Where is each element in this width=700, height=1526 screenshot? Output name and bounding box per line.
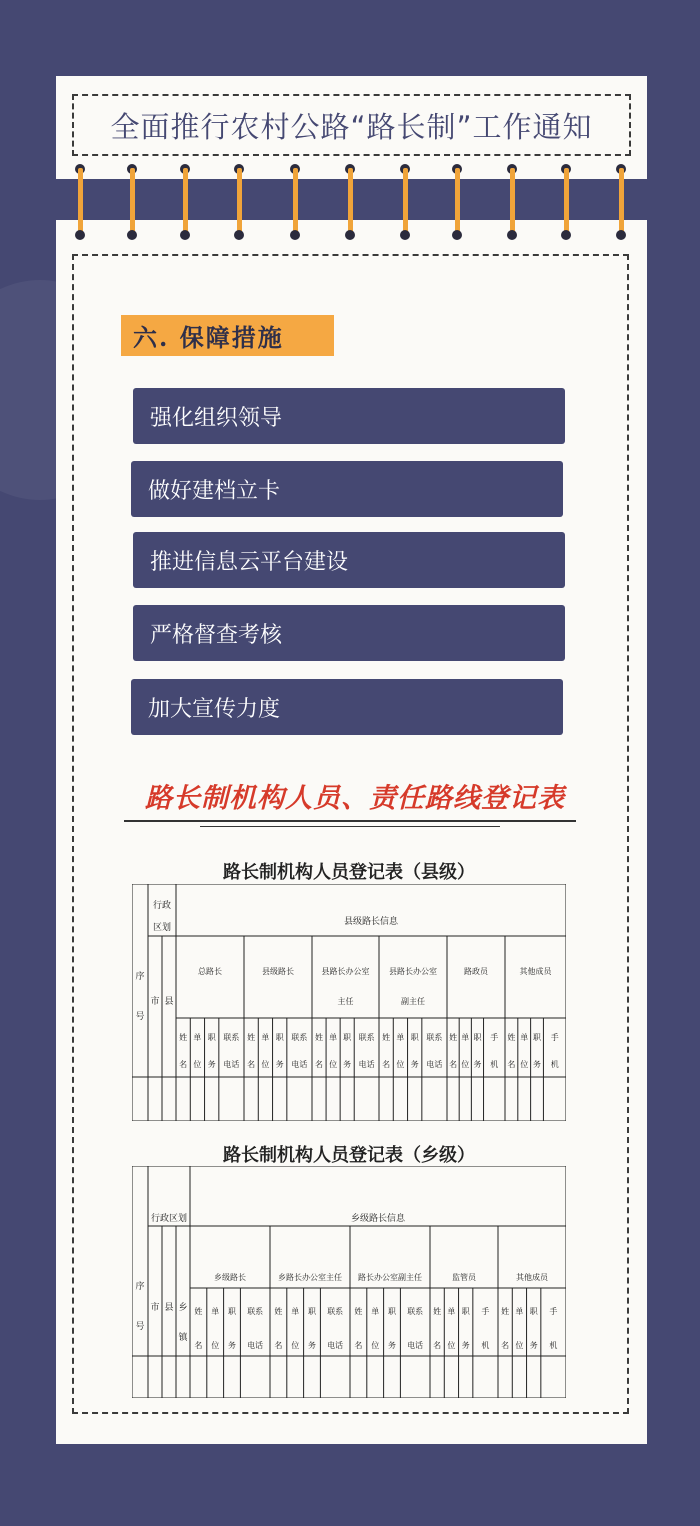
field-header: 务	[308, 1341, 316, 1350]
field-header: 姓	[501, 1307, 510, 1316]
measure-label: 加大宣传力度	[148, 696, 281, 722]
ring-binder	[75, 164, 85, 242]
group-header: 其他成员	[519, 967, 552, 976]
field-header: 联系	[426, 1033, 443, 1042]
field-header: 电话	[327, 1341, 344, 1350]
field-header: 联系	[223, 1033, 240, 1042]
township-registration-table	[132, 1166, 566, 1398]
field-header: 姓	[507, 1033, 516, 1042]
field-header: 姓	[247, 1033, 256, 1042]
title-dashed-frame	[72, 94, 631, 156]
field-header: 务	[275, 1060, 284, 1069]
field-header: 电话	[223, 1060, 240, 1069]
field-header: 务	[529, 1341, 538, 1350]
field-header: 单	[261, 1033, 270, 1042]
ring-binder	[507, 164, 517, 242]
field-header: 位	[396, 1060, 405, 1069]
field-header: 电话	[291, 1060, 308, 1069]
group-header-sub: 副主任	[401, 997, 425, 1006]
info-header: 乡级路长信息	[350, 1214, 406, 1224]
group-header: 路政员	[464, 967, 488, 976]
field-header: 单	[447, 1307, 456, 1316]
field-header: 位	[329, 1060, 338, 1069]
field-header: 职	[410, 1033, 419, 1042]
field-header: 职	[533, 1033, 542, 1042]
field-header: 位	[447, 1341, 456, 1350]
ring-binder	[180, 164, 190, 242]
field-header: 机	[549, 1341, 558, 1350]
admin-header: 行政区划	[150, 1214, 188, 1224]
group-header: 乡路长办公室主任	[278, 1273, 342, 1282]
county-registration-table	[132, 884, 566, 1121]
field-header: 务	[343, 1060, 352, 1069]
field-header: 电话	[426, 1060, 443, 1069]
field-header: 位	[371, 1341, 380, 1350]
field-header: 单	[461, 1033, 470, 1042]
field-header: 姓	[274, 1307, 283, 1316]
section-heading-text: 六. 保障措施	[133, 323, 284, 352]
field-header: 位	[520, 1060, 529, 1069]
field-header: 务	[461, 1341, 470, 1350]
field-header: 姓	[194, 1307, 203, 1316]
field-header: 联系	[407, 1307, 424, 1316]
field-header: 职	[228, 1307, 236, 1316]
field-header: 单	[211, 1307, 220, 1316]
measure-label: 推进信息云平台建设	[150, 549, 349, 575]
field-header: 单	[329, 1033, 338, 1042]
section-heading	[121, 315, 334, 356]
group-header: 总路长	[198, 967, 222, 976]
measure-label: 强化组织领导	[150, 405, 283, 431]
group-header-sub: 主任	[337, 997, 354, 1006]
ring-binder	[290, 164, 300, 242]
field-header: 联系	[358, 1033, 375, 1042]
field-header: 位	[515, 1341, 524, 1350]
field-header: 务	[473, 1060, 482, 1069]
field-header: 务	[228, 1341, 236, 1350]
field-header: 职	[529, 1307, 538, 1316]
ring-binder	[127, 164, 137, 242]
field-header: 电话	[247, 1341, 264, 1350]
group-header: 监管员	[452, 1273, 476, 1282]
group-header: 乡级路长	[214, 1273, 246, 1282]
admin-header: 区划	[152, 923, 172, 933]
field-header: 联系	[327, 1307, 344, 1316]
field-header: 姓	[433, 1307, 442, 1316]
field-header: 务	[388, 1341, 396, 1350]
admin-col: 市	[150, 1303, 160, 1313]
field-header: 电话	[407, 1341, 424, 1350]
field-header: 名	[274, 1341, 283, 1350]
field-header: 单	[371, 1307, 380, 1316]
field-header: 姓	[382, 1033, 391, 1042]
admin-col: 镇	[178, 1333, 188, 1343]
field-header: 位	[291, 1341, 300, 1350]
field-header: 职	[275, 1033, 284, 1042]
info-header: 县级路长信息	[343, 917, 399, 927]
ring-binder	[452, 164, 462, 242]
field-header: 名	[354, 1341, 363, 1350]
ring-binder	[616, 164, 626, 242]
group-header: 其他成员	[516, 1273, 548, 1282]
field-header: 名	[179, 1060, 188, 1069]
field-header: 单	[515, 1307, 524, 1316]
field-header: 姓	[354, 1307, 363, 1316]
page-title: 全面推行农村公路“路长制”工作通知	[110, 109, 593, 144]
county-table-title: 路长制机构人员登记表（县级）	[223, 862, 475, 883]
seq-header: 号	[135, 1012, 145, 1022]
field-header: 联系	[247, 1307, 264, 1316]
field-header: 名	[449, 1060, 458, 1069]
field-header: 姓	[315, 1033, 324, 1042]
group-header: 县路长办公室	[389, 967, 437, 976]
field-header: 职	[308, 1307, 316, 1316]
field-header: 务	[207, 1060, 216, 1069]
field-header: 单	[396, 1033, 405, 1042]
field-header: 职	[461, 1307, 470, 1316]
field-header: 机	[490, 1060, 499, 1069]
field-header: 机	[550, 1060, 559, 1069]
admin-header: 行政	[152, 901, 172, 911]
divider	[200, 826, 500, 827]
township-table-title: 路长制机构人员登记表（乡级）	[223, 1145, 475, 1166]
seq-header: 序	[135, 972, 145, 982]
field-header: 职	[207, 1033, 216, 1042]
field-header: 位	[211, 1341, 220, 1350]
measure-item	[131, 461, 563, 517]
field-header: 手	[550, 1033, 559, 1042]
field-header: 位	[193, 1060, 202, 1069]
field-header: 位	[461, 1060, 470, 1069]
field-header: 手	[481, 1307, 490, 1316]
ring-binder	[345, 164, 355, 242]
field-header: 务	[533, 1060, 542, 1069]
measure-item	[133, 605, 565, 661]
measure-item	[133, 388, 565, 444]
field-header: 位	[261, 1060, 270, 1069]
field-header: 单	[193, 1033, 202, 1042]
measure-label: 严格督查考核	[150, 622, 283, 648]
ring-binder	[400, 164, 410, 242]
field-header: 名	[382, 1060, 391, 1069]
field-header: 名	[315, 1060, 324, 1069]
field-header: 名	[507, 1060, 516, 1069]
field-header: 职	[473, 1033, 482, 1042]
admin-col: 乡	[178, 1303, 188, 1313]
measure-item	[131, 679, 563, 735]
field-header: 名	[194, 1341, 203, 1350]
field-header: 机	[481, 1341, 490, 1350]
group-header: 县级路长	[262, 967, 294, 976]
admin-col: 市	[150, 997, 160, 1007]
field-header: 职	[343, 1033, 352, 1042]
group-header: 县路长办公室	[321, 967, 370, 976]
divider	[124, 820, 576, 822]
admin-col: 县	[164, 1303, 174, 1313]
field-header: 职	[388, 1307, 396, 1316]
seq-header: 号	[135, 1322, 145, 1332]
field-header: 手	[549, 1307, 558, 1316]
ring-binder	[561, 164, 571, 242]
field-header: 姓	[449, 1033, 458, 1042]
field-header: 名	[247, 1060, 256, 1069]
admin-col: 县	[164, 997, 174, 1007]
measure-label: 做好建档立卡	[148, 478, 281, 504]
form-title: 路长制机构人员、责任路线登记表	[145, 783, 565, 814]
ring-binder	[234, 164, 244, 242]
field-header: 名	[501, 1341, 510, 1350]
measure-item	[133, 532, 565, 588]
field-header: 单	[520, 1033, 529, 1042]
field-header: 务	[410, 1060, 419, 1069]
group-header: 路长办公室副主任	[358, 1273, 422, 1282]
field-header: 姓	[179, 1033, 188, 1042]
field-header: 名	[433, 1341, 442, 1350]
field-header: 单	[291, 1307, 300, 1316]
field-header: 电话	[358, 1060, 375, 1069]
field-header: 联系	[291, 1033, 308, 1042]
seq-header: 序	[135, 1282, 145, 1292]
field-header: 手	[490, 1033, 499, 1042]
